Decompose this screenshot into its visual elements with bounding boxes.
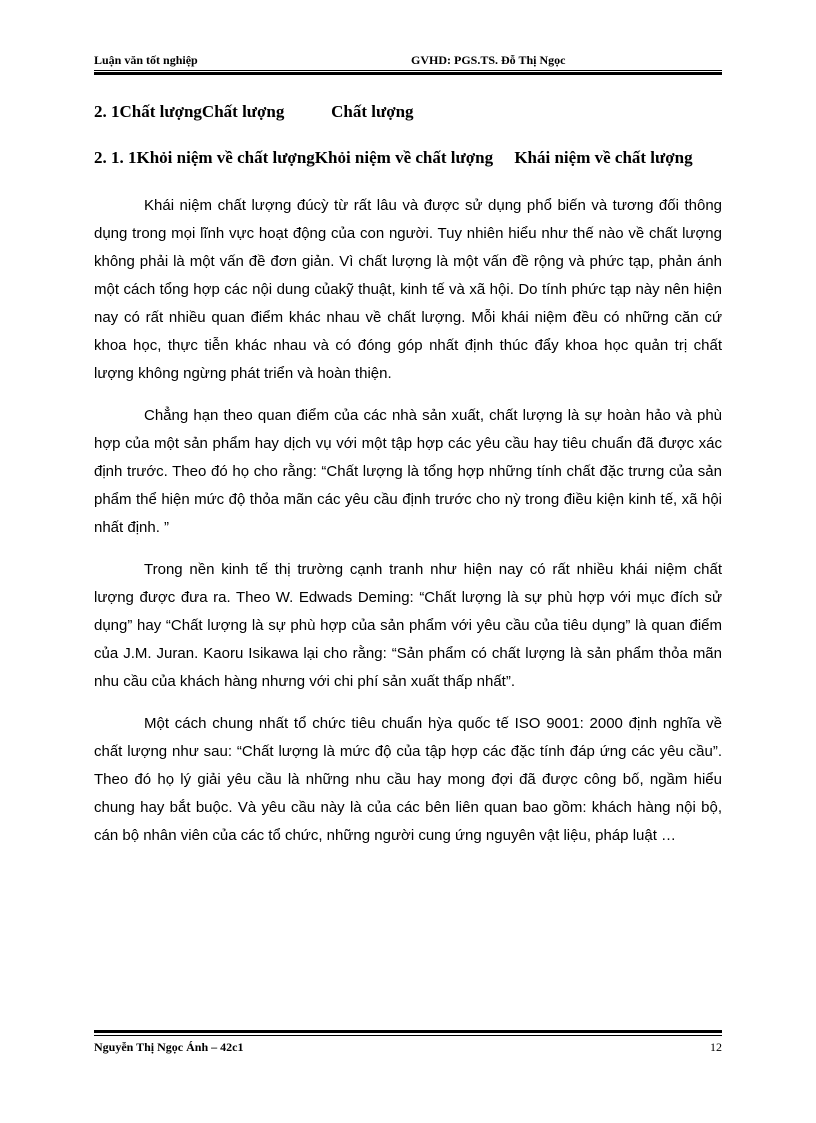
- page-header: [94, 50, 722, 70]
- section-heading: 2. 1Chất lượngChất lượng Chất lượng: [94, 102, 414, 121]
- paragraph: Chẳng hạn theo quan điểm của các nhà sản xuất, chất lượng là sự hoàn hảo và phù hợp của một sản phẩm hay dịch vụ với một tập hợp các yêu cầu hay tiêu chuẩn đã được xác định trước. Theo đó họ cho rằng: “Chất lượng là tổng hợp những tính chất đặc trưng của sản phẩm thể hiện mức độ thỏa mãn các yêu cầu định trước cho nỳ trong điều kiện kinh tế, xã hội nhất định. ”: [94, 407, 722, 536]
- subsection-heading: 2. 1. 1Khỏi niệm về chất lượngKhỏi niệm về chất lượng Khái niệm về chất lượng: [94, 148, 693, 167]
- paragraph: Một cách chung nhất tổ chức tiêu chuẩn hỳa quốc tế ISO 9001: 2000 định nghĩa về chất lượng như sau: “Chất lượng là mức độ của tập hợp các đặc tính đáp ứng các yêu cầu”. Theo đó họ lý giải yêu cầu là những nhu cầu hay mong đợi đã được công bố, ngầm hiểu chung hay bắt buộc. Và yêu cầu này là của các bên liên quan bao gồm: khách hàng nội bộ, cán bộ nhân viên của các tổ chức, những người cung ứng nguyên vật liệu, pháp luật …: [94, 715, 722, 844]
- header-advisor-label: GVHD: PGS.TS. Đỗ Thị Ngọc: [411, 53, 566, 67]
- footer-rule-thin: [94, 1035, 722, 1036]
- header-rule-thin: [94, 70, 722, 71]
- body-text: [94, 192, 722, 864]
- header-thesis-label: Luận văn tốt nghiệp: [94, 53, 198, 67]
- footer-author: Nguyễn Thị Ngọc Ánh – 42c1: [94, 1040, 244, 1054]
- page-number: 12: [710, 1040, 722, 1054]
- header-rule-thick: [94, 72, 722, 75]
- paragraph: Trong nền kinh tế thị trường cạnh tranh như hiện nay có rất nhiều khái niệm chất lượng được đưa ra. Theo W. Edwads Deming: “Chất lượng là sự phù hợp với mục đích sử dụng” hay “Chất lượng là sự phù hợp của sản phẩm với yêu cầu của tiêu dụng” là quan điểm của J.M. Juran. Kaoru Isikawa lại cho rằng: “Sản phẩm có chất lượng là sản phẩm thỏa mãn nhu cầu của khách hàng nhưng với chi phí sản xuất thấp nhất”.: [94, 561, 722, 690]
- paragraph: Khái niệm chất lượng đúcỳ từ rất lâu và được sử dụng phổ biến và tương đối thông dụng trong mọi lĩnh vực hoạt động của con người. Tuy nhiên hiểu như thế nào về chất lượng không phải là một vấn đề đơn giản. Vì chất lượng là một vấn đề rộng và phức tạp, phản ánh một cách tổng hợp các nội dung củakỹ thuật, kinh tế và xã hội. Do tính phức tạp này nên hiện nay có rất nhiều quan điểm khác nhau về chất lượng. Mỗi khái niệm đều có những căn cứ khoa học, thực tiễn khác nhau và có đóng góp nhất định thúc đẩy khoa học quản trị chất lượng không ngừng phát triển và hoàn thiện.: [94, 197, 722, 382]
- footer-rule-thick: [94, 1030, 722, 1033]
